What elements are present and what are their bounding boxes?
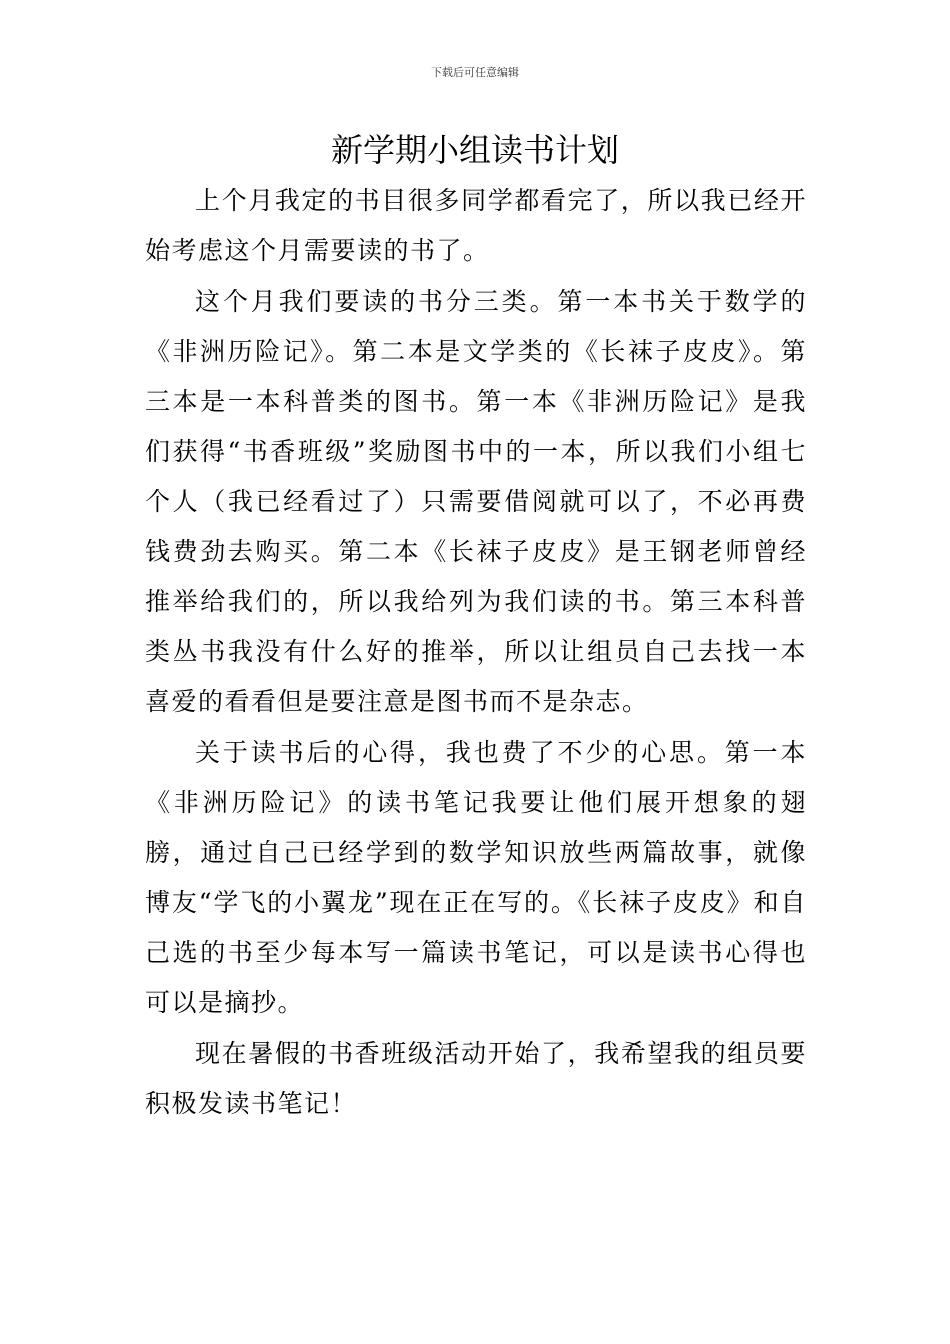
paragraph-3: 关于读书后的心得，我也费了不少的心思。第一本《非洲历险记》的读书笔记我要让他们展开想象的翅膀，通过自己已经学到的数学知识放些两篇故事，就像博友“学飞的小翼龙”现在正在写的。《长袜子皮皮》和自己选的书至少每本写一篇读书笔记，可以是读书心得也可以是摘抄。 [145,738,807,1017]
header-note: 下载后可任意编辑 [431,66,519,79]
document-title: 新学期小组读书计划 [330,131,619,169]
paragraph-1: 上个月我定的书目很多同学都看完了，所以我已经开始考虑这个月需要读的书了。 [145,186,807,265]
paragraph-2: 这个月我们要读的书分三类。第一本书关于数学的《非洲历险记》。第二本是文学类的《长袜子皮皮》。第三本是一本科普类的图书。第一本《非洲历险记》是我们获得“书香班级”奖励图书中的一本，所以我们小组七个人（我已经看过了）只需要借阅就可以了，不必再费钱费劲去购买。第二本《长袜子皮皮》是王钢老师曾经推举给我们的，所以我给列为我们读的书。第三本科普类丛书我没有什么好的推举，所以让组员自己去找一本喜爱的看看但是要注意是图书而不是杂志。 [145,287,807,716]
paragraph-4: 现在暑假的书香班级活动开始了，我希望我的组员要积极发读书笔记！ [145,1039,807,1118]
document-body [145,176,807,1130]
